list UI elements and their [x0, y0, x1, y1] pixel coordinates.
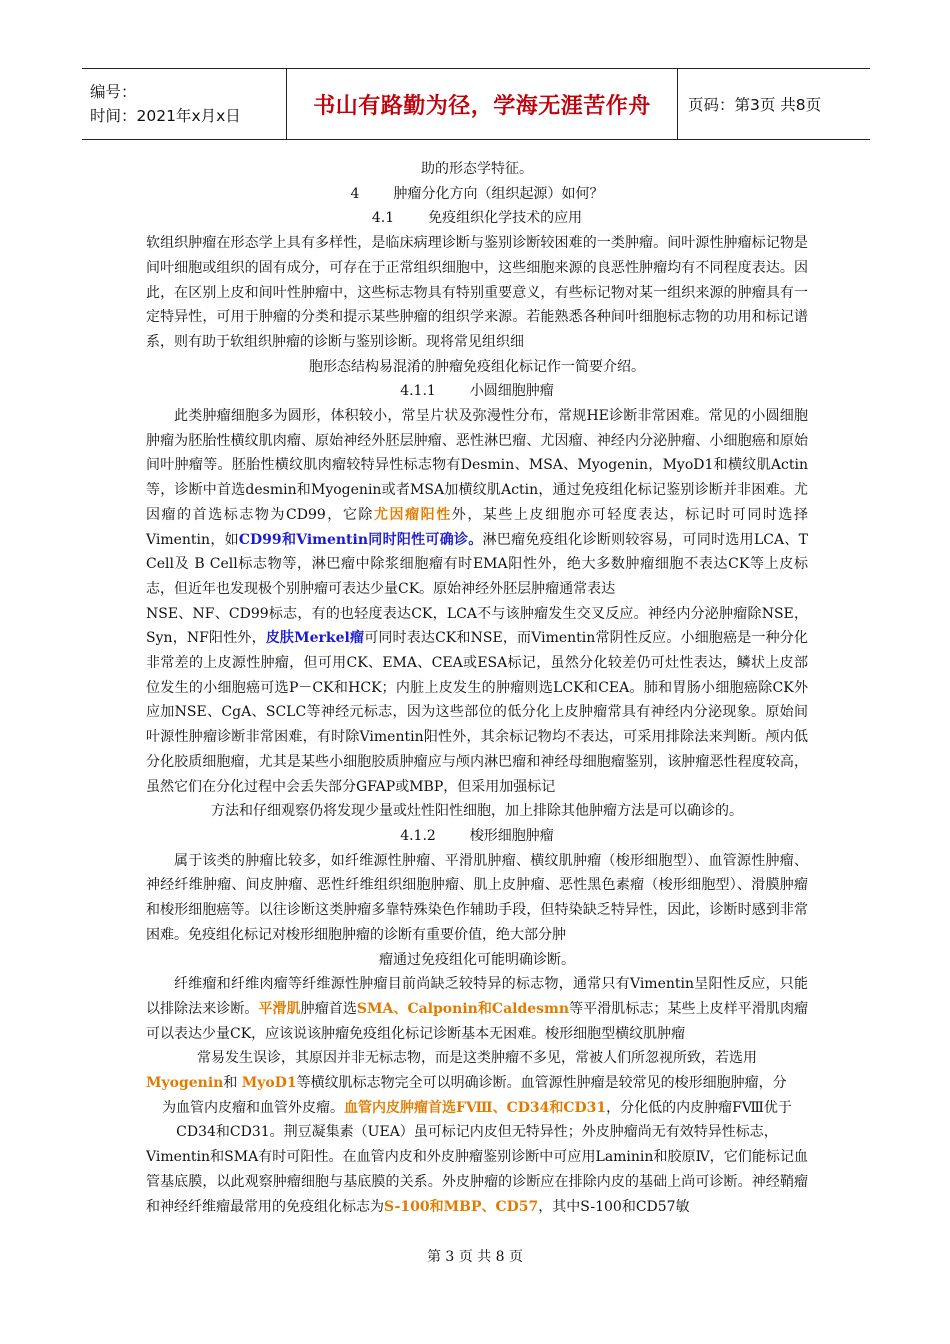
- section-number: 4.1.1: [400, 383, 436, 400]
- highlight-text: S-100和MBP、CD57: [384, 1198, 539, 1215]
- document-header: [82, 68, 870, 140]
- text-line: 助的形态学特征。: [421, 161, 533, 177]
- highlight-text: Myogenin: [146, 1075, 224, 1092]
- section-4-1-heading: [146, 206, 808, 231]
- text-run: 和: [223, 1075, 242, 1092]
- text-run: 等横纹肌标志物完全可以明确诊断。血管源性肿瘤是较常见的梭形细胞肿瘤，分: [296, 1075, 787, 1092]
- paragraph-fibrous-cont3: [146, 1096, 808, 1121]
- header-meta: [82, 69, 287, 139]
- section-title: 梭形细胞肿瘤: [469, 827, 554, 844]
- paragraph-spindle-cell-end: 瘤通过免疫组化可能明确诊断。: [379, 951, 575, 968]
- page-footer: 第 3 页 共 8 页: [426, 1249, 524, 1265]
- highlight-text: 平滑肌: [258, 1000, 301, 1017]
- paragraph-small-round-cell-cont: [146, 602, 808, 800]
- text-run: 淋巴瘤免疫组化诊断则较容易，可同时选用LCA、T Cell及 B Cell标志物等，淋巴瘤中除浆细胞瘤有时EMA阳性外，绝大多数肿瘤细胞不表达CK等上皮标志，但近年也发现极个别肿瘤可表达少量CK。原始神经外胚层肿瘤通常表达: [146, 531, 808, 597]
- text-run: ，分化低的内皮肿瘤FⅧ优于: [606, 1099, 792, 1116]
- text-run: 外，某些上皮细胞亦可轻度表达，标记时可同时选择Vimentin，如: [146, 506, 808, 548]
- paragraph-intro: 软组织肿瘤在形态学上具有多样性，是临床病理诊断与鉴别诊断较困难的一类肿瘤。间叶源性肿瘤标记物是间叶细胞或组织的固有成分，可存在于正常组织细胞中，这些细胞来源的良恶性肿瘤均有不同程度表达。因此，在区别上皮和间叶性肿瘤中，这些标志物具有特别重要意义，有些标记物对某一组织来源的肿瘤具有一定特异性，可用于肿瘤的分类和提示某些肿瘤的组织学来源。若能熟悉各种间叶细胞标志物的功用和标记谱系，则有助于软组织肿瘤的诊断与鉴别诊断。现将常见组织细: [146, 235, 808, 350]
- section-4-1-1-heading: [146, 379, 808, 404]
- highlight-text: 血管内皮肿瘤首选FⅧ、CD34和CD31: [344, 1099, 607, 1116]
- header-motto: 书山有路勤为径，学海无涯苦作舟: [313, 93, 651, 119]
- highlight-text: 皮肤Merkel瘤: [265, 630, 365, 647]
- text-run: ，其中S-100和CD57敏: [538, 1198, 690, 1215]
- section-title: 肿瘤分化方向（组织起源）如何？: [393, 185, 604, 202]
- section-number: 4.1.2: [400, 827, 436, 844]
- paragraph-intro-end: 胞形态结构易混淆的肿瘤免疫组化标记作一简要介绍。: [309, 358, 645, 375]
- section-number: 4: [350, 185, 360, 202]
- text-run: 为血管内皮瘤和血管外皮瘤。: [162, 1099, 345, 1116]
- text-run: 可同时表达CK和NSE，而Vimentin常阴性反应。小细胞癌是一种分化非常差的上皮源性肿瘤，但可用CK、EMA、CEA或ESA标记，虽然分化较差仍可灶性表达，鳞状上皮部位发生的小细胞癌可选P－CK和HCK；内脏上皮发生的肿瘤则选LCK和CEA。肺和胃肠小细胞癌除CK外应加NSE、CgA、SCLC等神经元标志，因为这些部位的低分化上皮肿瘤常具有神经内分泌现象。原始间叶源性肿瘤诊断非常困难，有时除Vimentin阳性外，其余标记物均不表达，可采用排除法来判断。颅内低分化胶质细胞瘤，尤其是某些小细胞胶质肿瘤应与颅内淋巴瘤和神经母细胞瘤鉴别，该肿瘤恶性程度较高，虽然它们在分化过程中会丢失部分GFAP或MBP，但采用加强标记: [146, 630, 808, 795]
- text-run: Vimentin和SMA有时可阳性。在血管内皮和外皮肿瘤鉴别诊断中可应用Laminin和胶原Ⅳ，它们能标记血管基底膜，以此观察肿瘤细胞与基底膜的关系。外皮肿瘤的诊断应在排除内皮的基础上尚可诊断。神经鞘瘤和神经纤维瘤最常用的免疫组化标志为: [146, 1149, 808, 1215]
- text-run: 等平滑肌标志；某些上皮样平滑肌肉瘤可以表达少量CK，应该说该肿瘤免疫组化标记诊断基本无困难。梭形细胞型横纹肌肿瘤: [146, 1000, 809, 1042]
- paragraph-fibrous-cont5: [146, 1145, 808, 1219]
- highlight-text: MyoD1: [241, 1075, 297, 1092]
- doc-time: 时间：2021年x月x日: [90, 107, 241, 125]
- section-title: 小圆细胞肿瘤: [469, 383, 554, 400]
- text-run: 此类肿瘤细胞多为圆形，体积较小，常呈片状及弥漫性分布，常规HE诊断非常困难。常见的小圆细胞肿瘤为胚胎性横纹肌肉瘤、原始神经外胚层肿瘤、恶性淋巴瘤、尤因瘤、神经内分泌肿瘤、小细胞癌和原始间叶肿瘤等。胚胎性横纹肌肉瘤较特异性标志物有Desmin、MSA、Myogenin，MyoD1和横纹肌Actin等，诊断中首选desmin和Myogenin或者MSA加横纹肌Actin，通过免疫组化标记鉴别诊断并非困难。尤因瘤的首选标志物为CD99，它除: [146, 408, 808, 523]
- doc-number-label: 编号：: [90, 83, 137, 101]
- section-4-heading: [146, 182, 808, 207]
- text-run: 肿瘤首选: [300, 1000, 357, 1017]
- paragraph-spindle-cell: 属于该类的肿瘤比较多，如纤维源性肿瘤、平滑肌肿瘤、横纹肌肿瘤（梭形细胞型）、血管源性肿瘤、神经纤维肿瘤、间皮肿瘤、恶性纤维组织细胞肿瘤、肌上皮肿瘤、恶性黑色素瘤（梭形细胞型）、滑膜肿瘤和梭形细胞癌等。以往诊断这类肿瘤多靠特殊染色作辅助手段，但特染缺乏特异性，因此，诊断时感到非常困难。免疫组化标记对梭形细胞肿瘤的诊断有重要价值，绝大部分肿: [146, 852, 808, 943]
- text-run: NSE、NF、CD99标志，有的也轻度表达CK，LCA不与该肿瘤发生交叉反应。神经内分泌肿瘤除NSE，Syn，NF阳性外，: [146, 605, 808, 647]
- document-body: [146, 157, 808, 1219]
- text-run: 纤维瘤和纤维肉瘤等纤维源性肿瘤目前尚缺乏较特异的标志物，通常只有Vimentin呈阳性反应，只能以排除法来诊断。: [146, 976, 808, 1017]
- paragraph-fibrous-cont: 常易发生误诊，其原因并非无标志物，而是这类肿瘤不多见，常被人们所忽视所致，若选用: [197, 1050, 757, 1067]
- paragraph-small-round-cell: [146, 404, 808, 602]
- paragraph-small-round-cell-end: 方法和仔细观察仍将发现少量或灶性阳性细胞，加上排除其他肿瘤方法是可以确诊的。: [211, 803, 743, 820]
- paragraph-fibrous-cont4: CD34和CD31。荆豆凝集素（UEA）虽可标记内皮但无特异性；外皮肿瘤尚无有效特异性标志，: [176, 1124, 778, 1141]
- header-motto-cell: [287, 69, 678, 139]
- highlight-text: SMA、Calponin和Caldesmn: [356, 1000, 570, 1017]
- header-page-info: 页码：第3页 共8页: [688, 96, 822, 114]
- highlight-text: 尤因瘤阳性: [373, 506, 452, 523]
- paragraph-fibrous-cont2: [146, 1071, 808, 1096]
- paragraph-fibrous: [146, 972, 808, 1046]
- section-title: 免疫组织化学技术的应用: [428, 210, 583, 227]
- section-number: 4.1: [371, 210, 395, 227]
- section-4-1-2-heading: [146, 824, 808, 849]
- highlight-text: CD99和Vimentin同时阳性可确诊。: [238, 531, 483, 548]
